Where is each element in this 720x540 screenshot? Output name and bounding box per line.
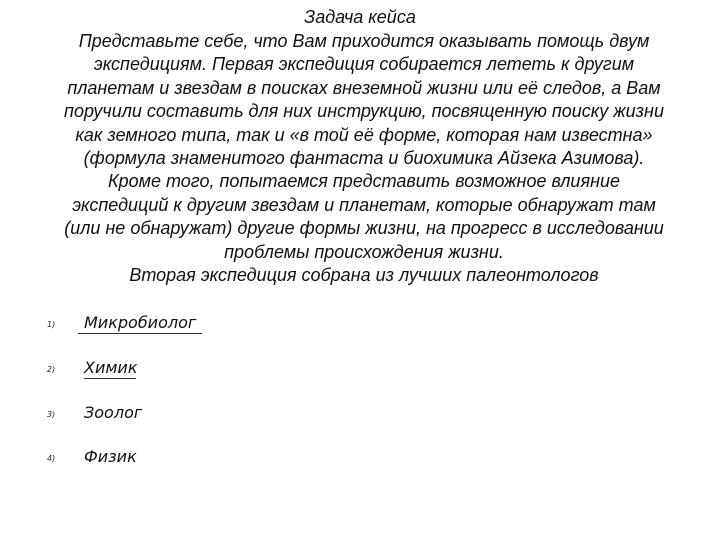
- option-label[interactable]: Химик: [84, 358, 138, 377]
- case-paragraph-2: Вторая экспедиция собрана из лучших палеонтологов: [129, 265, 599, 286]
- option-number: 1): [47, 320, 56, 329]
- option-label[interactable]: Микробиолог: [84, 313, 197, 332]
- answer-option-physicist[interactable]: [0, 447, 300, 471]
- option-number: 4): [47, 454, 56, 463]
- answer-option-chemist[interactable]: [0, 358, 300, 382]
- option-underline: [84, 378, 136, 379]
- option-label[interactable]: Зоолог: [84, 403, 143, 422]
- case-description: [60, 30, 668, 287]
- option-number: 2): [47, 365, 56, 374]
- option-underline: [78, 333, 202, 334]
- case-paragraph-1: Представьте себе, что Вам приходится оказывать помощь двум экспедициям. Первая экспедиция собирается лететь к другим планетам и звездам в поисках внеземной жизни или её следов, а Вам поручили составить для них инструкцию, посвященную поиску жизни как земного типа, так и «в той её форме, которая нам известна» (формула знаменитого фантаста и биохимика Айзека Азимова). Кроме того, попытаемся представить возможное влияние экспедиций к другим звездам и планетам, которые обнаружат там (или не обнаружат) другие формы жизни, на прогресс в исследовании проблемы происхождения жизни.: [64, 31, 664, 262]
- case-title: Задача кейса: [304, 7, 416, 27]
- answer-option-microbiologist[interactable]: [0, 313, 300, 337]
- option-number: 3): [47, 410, 56, 419]
- option-label[interactable]: Физик: [84, 447, 137, 466]
- answer-option-zoologist[interactable]: [0, 403, 300, 427]
